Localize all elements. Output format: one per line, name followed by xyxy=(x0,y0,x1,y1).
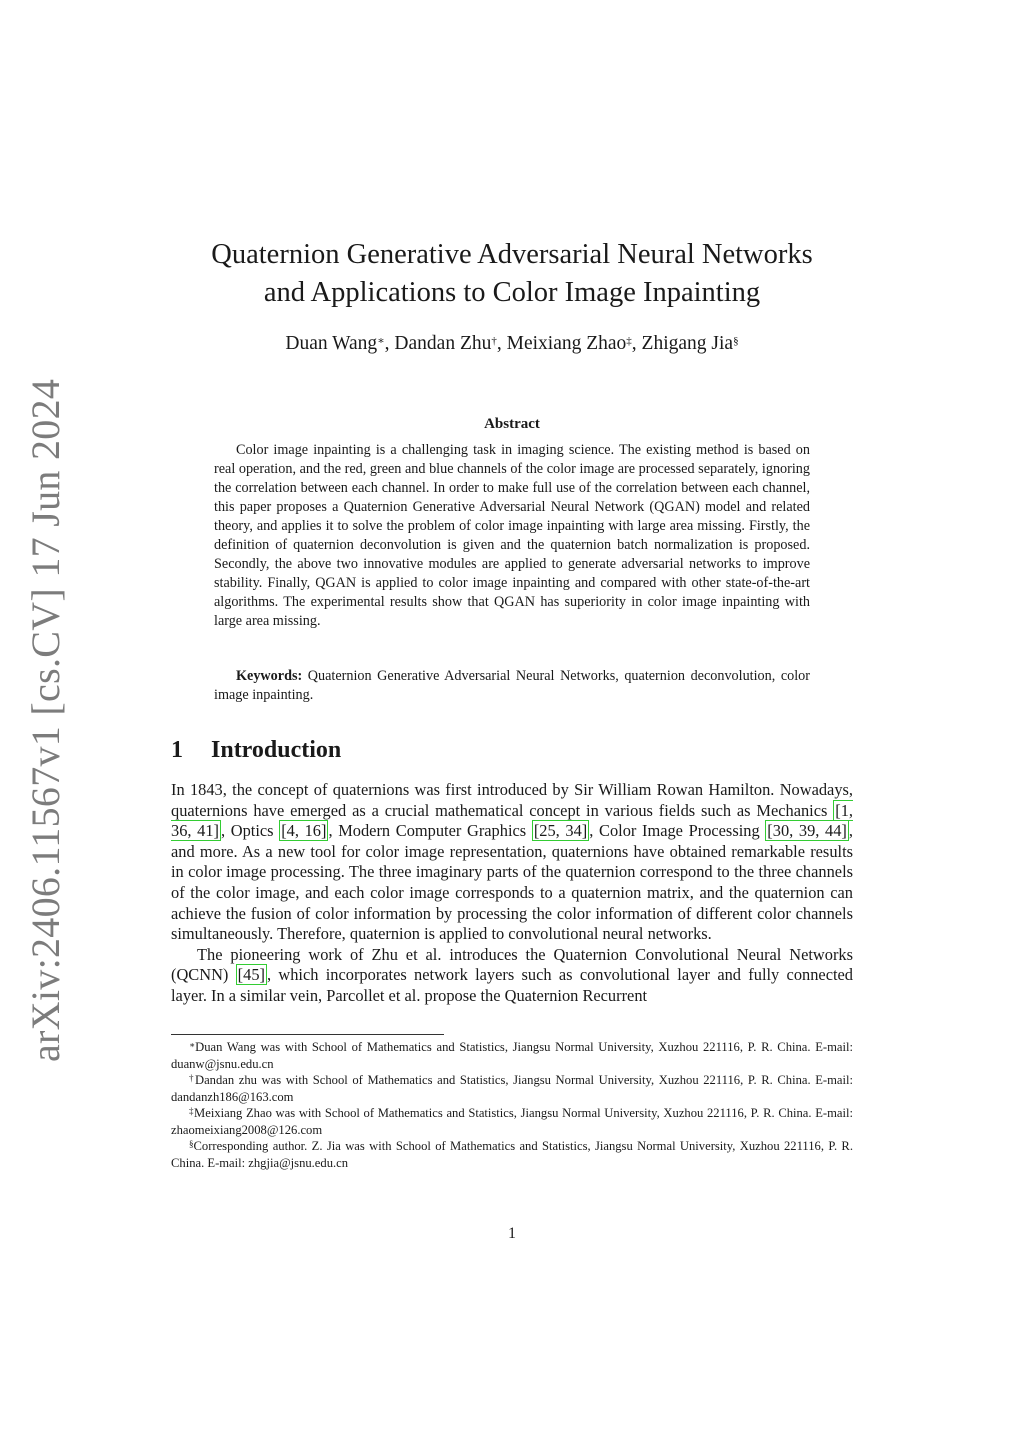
author-name: Zhigang Jia xyxy=(641,333,734,354)
footnote-text: Duan Wang was with School of Mathematics and Statistics, Jiangsu Normal University, Xuzhou 221116, P. R. China. E-mail: duanw@jsnu.edu.cn xyxy=(171,1040,853,1071)
footnote-mark: † xyxy=(189,1073,195,1083)
author-footnote-mark[interactable]: ∗ xyxy=(377,335,385,347)
citation-link[interactable]: [4, 16] xyxy=(281,821,327,841)
intro-paragraph xyxy=(171,945,853,1007)
section-title: Introduction xyxy=(211,737,342,763)
keywords-label: Keywords: xyxy=(236,668,303,684)
author-footnote-mark[interactable]: § xyxy=(733,335,739,347)
footnote xyxy=(171,1105,853,1138)
section-heading xyxy=(171,734,853,766)
intro-text: , and more. As a new tool for color image representation, quaternions have obtained remarkable results in color image processing. The three imaginary parts of the quaternion correspond to the three channels of the color image, and each color image corresponds to a quaternion matrix, and the quaternion can achieve the fusion of color information by processing the color information of different color channels simultaneously. Therefore, quaternion is applied to convolutional neural networks. xyxy=(171,821,853,944)
footnote-text: Dandan zhu was with School of Mathematics and Statistics, Jiangsu Normal University, Xuzhou 221116, P. R. China. E-mail: dandanzh186@163.com xyxy=(171,1073,853,1104)
section-number: 1 xyxy=(171,737,183,763)
author-footnote-mark[interactable]: ‡ xyxy=(626,335,632,347)
footnote-divider xyxy=(171,1034,444,1035)
footnote-mark: § xyxy=(189,1139,194,1149)
citation-link[interactable]: [30, 39, 44] xyxy=(767,821,847,841)
citation-link[interactable]: [45] xyxy=(237,965,265,985)
abstract-heading: Abstract xyxy=(484,416,540,432)
footnote-text: Meixiang Zhao was with School of Mathematics and Statistics, Jiangsu Normal University, Xuzhou 221116, P. R. China. E-mail: zhaomeixiang2008@126.com xyxy=(171,1106,854,1137)
author-name: Dandan Zhu xyxy=(394,333,492,354)
author-footnote-mark[interactable]: † xyxy=(491,335,497,347)
arxiv-identifier-stamp: arXiv:2406.11567v1 [cs.CV] 17 Jun 2024 xyxy=(23,378,68,1062)
citation-link[interactable]: [25, 34] xyxy=(533,821,588,841)
footnote-mark: ‡ xyxy=(189,1106,195,1116)
author-name: Duan Wang xyxy=(285,333,378,354)
intro-text: The pioneering work of Zhu et al. introduces the Quaternion Convolutional Neural Networks (QCNN) xyxy=(171,944,853,985)
title-line-1: Quaternion Generative Adversarial Neural Networks xyxy=(211,239,813,270)
abstract-text: Color image inpainting is a challenging task in imaging science. The existing method is based on real operation, and the red, green and blue channels of the color image are processed separately, ignoring the correlation between each channel. In order to make full use of the correlation between each channel, this paper proposes a Quaternion Generative Adversarial Neural Network (QGAN) model and related theory, and applies it to solve the problem of color image inpainting with large area missing. Firstly, the definition of quaternion deconvolution is given and the quaternion batch normalization is proposed. Secondly, the above two innovative modules are applied to generate adversarial networks to improve stability. Finally, QGAN is applied to color image inpainting and compared with other state-of-the-art algorithms. The experimental results show that QGAN has superiority in color image inpainting with large area missing. xyxy=(214,442,810,629)
introduction-body xyxy=(171,780,853,1007)
footnote xyxy=(171,1072,853,1105)
intro-text: In 1843, the concept of quaternions was first introduced by Sir William Rowan Hamilton. Nowadays, quaternions have emerged as a crucial mathematical concept in various fields such as Mechanics xyxy=(171,780,853,820)
title-line-2: and Applications to Color Image Inpainting xyxy=(263,277,761,308)
page-number: 1 xyxy=(508,1225,516,1242)
intro-paragraph xyxy=(171,780,853,945)
footnote-mark: ∗ xyxy=(189,1040,196,1050)
author-name: Meixiang Zhao xyxy=(506,333,627,354)
keywords-text: Quaternion Generative Adversarial Neural Networks, quaternion deconvolution, color image inpainting. xyxy=(214,668,810,703)
footnotes xyxy=(171,1039,853,1171)
footnote xyxy=(171,1138,853,1171)
intro-text: , Color Image Processing xyxy=(589,821,766,841)
intro-text: , Modern Computer Graphics xyxy=(328,821,532,841)
paper-title xyxy=(150,236,874,312)
intro-text: , Optics xyxy=(221,821,280,841)
intro-text: , which incorporates network layers such as convolutional layer and fully connected layer. In a similar vein, Parcollet et al. propose the Quaternion Recurrent xyxy=(171,965,853,1005)
citation-link[interactable]: [1, 36, 41] xyxy=(171,800,853,841)
keywords xyxy=(214,667,810,705)
footnote xyxy=(171,1039,853,1072)
author-list: Duan Wang∗, Dandan Zhu†, Meixiang Zhao‡, Zhigang Jia§ xyxy=(285,333,739,354)
footnote-text: Corresponding author. Z. Jia was with School of Mathematics and Statistics, Jiangsu Normal University, Xuzhou 221116, P. R. China. E-mail: zhgjia@jsnu.edu.cn xyxy=(171,1139,853,1170)
